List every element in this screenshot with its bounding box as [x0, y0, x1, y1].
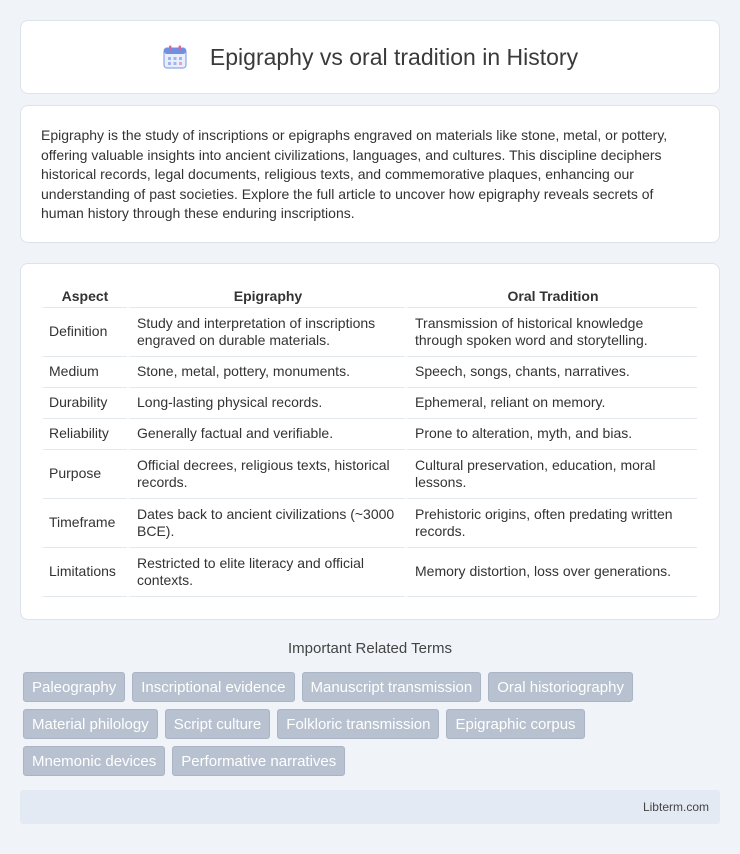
- comparison-table: [43, 284, 697, 597]
- table-row: [43, 388, 697, 419]
- table-cell-epigraphy: Long-lasting physical records.: [127, 388, 405, 419]
- table-cell-oral-tradition: Memory distortion, loss over generations.: [405, 548, 697, 597]
- column-header-epigraphy: Epigraphy: [127, 284, 405, 308]
- table-row: [43, 499, 697, 548]
- column-header-oral-tradition: Oral Tradition: [405, 284, 697, 308]
- table-cell-oral-tradition: Prone to alteration, myth, and bias.: [405, 419, 697, 450]
- intro-text: Epigraphy is the study of inscriptions or epigraphs engraved on materials like stone, metal, or pottery, offering valuable insights into ancient civilizations, languages, and cultures. This discipline deciphers historical records, legal documents, religious texts, and commemorative plaques, enhancing our understanding of past societies. Explore the full article to uncover how epigraphy reveals secrets of human history through these enduring inscriptions.: [41, 127, 668, 222]
- table-cell-epigraphy: Official decrees, religious texts, historical records.: [127, 450, 405, 499]
- table-cell-oral-tradition: Cultural preservation, education, moral lessons.: [405, 450, 697, 499]
- comparison-table-card: [20, 263, 720, 620]
- tag-manuscript-transmission[interactable]: Manuscript transmission: [302, 672, 482, 702]
- table-cell-aspect: Durability: [43, 388, 127, 419]
- table-cell-oral-tradition: Transmission of historical knowledge through spoken word and storytelling.: [405, 308, 697, 357]
- table-cell-aspect: Purpose: [43, 450, 127, 499]
- tag-oral-historiography[interactable]: Oral historiography: [488, 672, 633, 702]
- table-header-row: [43, 284, 697, 308]
- table-cell-epigraphy: Restricted to elite literacy and official contexts.: [127, 548, 405, 597]
- related-terms-title: Important Related Terms: [288, 640, 452, 657]
- tag-row: [23, 709, 723, 739]
- related-terms-tags: [23, 672, 723, 783]
- tag-paleography[interactable]: Paleography: [23, 672, 125, 702]
- calendar-icon: [162, 44, 188, 70]
- tag-row: [23, 746, 723, 776]
- intro-card: [20, 105, 720, 243]
- table-cell-oral-tradition: Speech, songs, chants, narratives.: [405, 357, 697, 388]
- table-cell-aspect: Definition: [43, 308, 127, 357]
- table-row: [43, 548, 697, 597]
- table-cell-oral-tradition: Ephemeral, reliant on memory.: [405, 388, 697, 419]
- table-cell-oral-tradition: Prehistoric origins, often predating written records.: [405, 499, 697, 548]
- table-row: [43, 357, 697, 388]
- tag-material-philology[interactable]: Material philology: [23, 709, 158, 739]
- tag-script-culture[interactable]: Script culture: [165, 709, 271, 739]
- tag-row: [23, 672, 723, 702]
- table-row: [43, 450, 697, 499]
- table-cell-epigraphy: Stone, metal, pottery, monuments.: [127, 357, 405, 388]
- tag-epigraphic-corpus[interactable]: Epigraphic corpus: [446, 709, 584, 739]
- table-cell-aspect: Timeframe: [43, 499, 127, 548]
- column-header-aspect: Aspect: [43, 284, 127, 308]
- tag-performative-narratives[interactable]: Performative narratives: [172, 746, 345, 776]
- footer: [20, 790, 720, 824]
- header-title-wrap: [162, 44, 578, 71]
- table-cell-epigraphy: Generally factual and verifiable.: [127, 419, 405, 450]
- tag-inscriptional-evidence[interactable]: Inscriptional evidence: [132, 672, 294, 702]
- footer-site-link[interactable]: Libterm.com: [642, 800, 709, 814]
- page-title: Epigraphy vs oral tradition in History: [209, 43, 579, 70]
- table-cell-aspect: Limitations: [43, 548, 127, 597]
- table-cell-aspect: Medium: [43, 357, 127, 388]
- table-cell-aspect: Reliability: [43, 419, 127, 450]
- tag-folkloric-transmission[interactable]: Folkloric transmission: [277, 709, 439, 739]
- table-row: [43, 308, 697, 357]
- header-card: [20, 20, 720, 94]
- table-cell-epigraphy: Study and interpretation of inscriptions engraved on durable materials.: [127, 308, 405, 357]
- tag-mnemonic-devices[interactable]: Mnemonic devices: [23, 746, 165, 776]
- table-cell-epigraphy: Dates back to ancient civilizations (~3000 BCE).: [127, 499, 405, 548]
- table-row: [43, 419, 697, 450]
